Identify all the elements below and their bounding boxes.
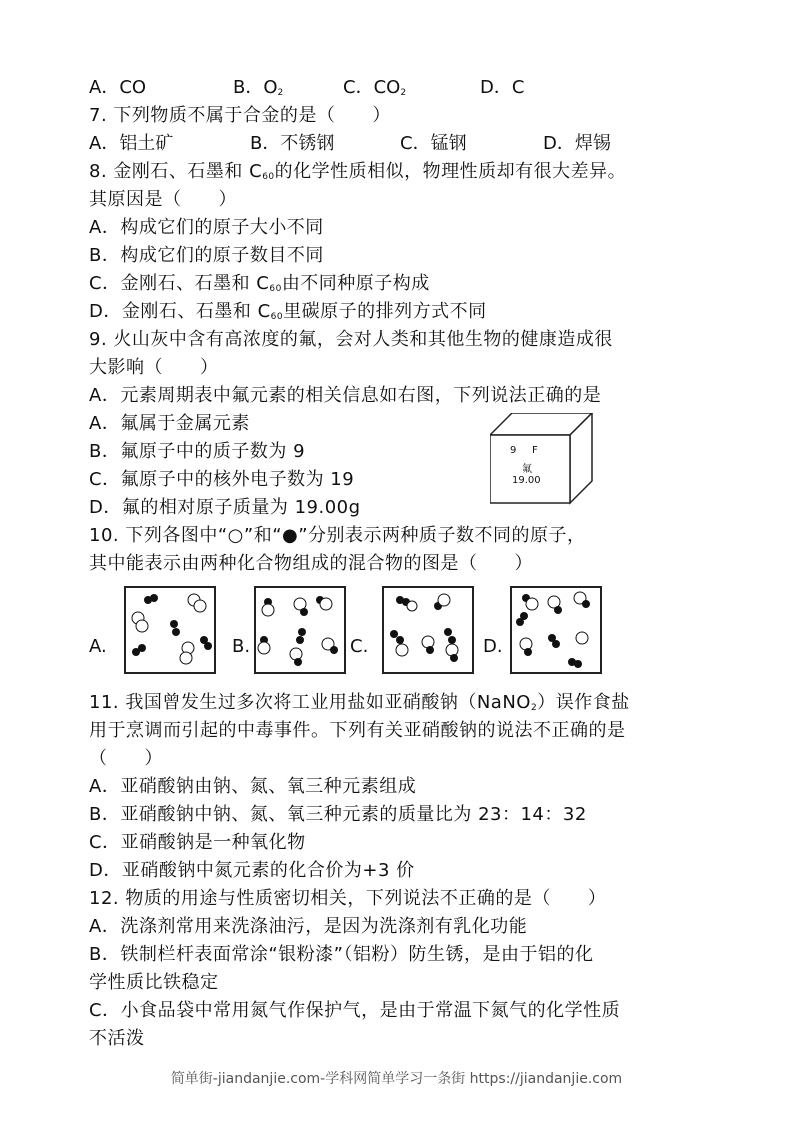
q12-option-b-cont: 学性质比铁稳定 bbox=[89, 972, 219, 993]
q7-option-a: A．铝土矿 bbox=[89, 133, 174, 154]
q9-option-b: B．氟原子中的质子数为 9 bbox=[89, 441, 306, 462]
q9-option-c: C．氟原子中的核外电子数为 19 bbox=[89, 469, 355, 490]
q9-stem-2: 大影响（ ） bbox=[89, 357, 219, 378]
q8-stem: 8. 金刚石、石墨和 $C_{60}$的化学性质相似，物理性质却有很大差异。 bbox=[89, 161, 627, 182]
q11-option-a: A．亚硝酸钠由钠、氮、氧三种元素组成 bbox=[89, 776, 417, 797]
element-symbol: F bbox=[532, 445, 538, 456]
q8-option-c: C．金刚石、石墨和 $C_{60}$由不同种原子构成 bbox=[89, 273, 430, 294]
q10-label-d: D. bbox=[483, 636, 503, 657]
q8-stem-2: 其原因是（ ） bbox=[89, 189, 237, 210]
q11-option-d: D．亚硝酸钠中氮元素的化合价为+3 价 bbox=[89, 860, 415, 881]
q7-option-c: C．锰钢 bbox=[400, 133, 467, 154]
q9-stem: 9. 火山灰中含有高浓度的氟，会对人类和其他生物的健康造成很 bbox=[89, 329, 613, 350]
element-tile-fluorine bbox=[490, 413, 594, 509]
q12-option-a: A．洗涤剂常用来洗涤油污，是因为洗涤剂有乳化功能 bbox=[89, 916, 528, 937]
q10-label-b: B. bbox=[232, 636, 251, 657]
q6-option-c: C．$CO_2$ bbox=[343, 77, 407, 98]
q12-option-c: C．小食品袋中常用氮气作保护气，是由于常温下氮气的化学性质 bbox=[89, 1000, 621, 1021]
q8-option-b: B．构成它们的原子数目不同 bbox=[89, 245, 324, 266]
q7-option-b: B．不锈钢 bbox=[250, 133, 335, 154]
q7-option-d: D．焊锡 bbox=[543, 133, 611, 154]
q9-option-d: D．氟的相对原子质量为 19.00g bbox=[89, 497, 361, 518]
q6-option-d: D．C bbox=[480, 77, 525, 98]
q11-stem-2: 用于烹调而引起的中毒事件。下列有关亚硝酸钠的说法不正确的是 bbox=[89, 720, 626, 741]
q11-stem-3: （ ） bbox=[89, 748, 163, 769]
page-footer: 简单街-jiandanjie.com-学科网简单学习一条街 https://jiandanjie.com bbox=[170, 1071, 623, 1087]
q10-label-a: A. bbox=[89, 636, 107, 657]
q11-option-b: B．亚硝酸钠中钠、氮、氧三种元素的质量比为 23：14：32 bbox=[89, 804, 587, 825]
element-mass: 19.00 bbox=[512, 475, 541, 486]
q10-diagram-b bbox=[254, 586, 346, 674]
q10-diagram-c bbox=[382, 586, 474, 674]
element-number: 9 bbox=[510, 445, 517, 456]
q12-option-b: B．铁制栏杆表面常涂“银粉漆”（铝粉）防生锈，是由于铝的化 bbox=[89, 944, 594, 965]
element-name: 氟 bbox=[522, 464, 532, 475]
q10-stem-2: 其中能表示由两种化合物组成的混合物的图是（ ） bbox=[89, 553, 533, 574]
q10-diagram-d bbox=[510, 586, 602, 674]
q11-stem: 11. 我国曾发生过多次将工业用盐如亚硝酸钠（NaNO$_2$）误作食盐 bbox=[89, 692, 630, 713]
q9-option-a: A．氟属于金属元素 bbox=[89, 413, 250, 434]
q6-option-b: B．$O_2$ bbox=[233, 77, 284, 98]
q6-option-a: A．CO bbox=[89, 77, 147, 98]
q9-intro: A．元素周期表中氟元素的相关信息如右图，下列说法正确的是 bbox=[89, 385, 602, 406]
q11-option-c: C．亚硝酸钠是一种氧化物 bbox=[89, 832, 306, 853]
q10-stem: 10. 下列各图中“○”和“●”分别表示两种质子数不同的原子， bbox=[89, 525, 586, 546]
q8-option-d: D．金刚石、石墨和 $C_{60}$里碳原子的排列方式不同 bbox=[89, 301, 487, 322]
q12-option-c-cont: 不活泼 bbox=[89, 1028, 145, 1049]
q7-stem: 7. 下列物质不属于合金的是（ ） bbox=[89, 105, 391, 126]
q10-label-c: C. bbox=[350, 636, 369, 657]
q8-option-a: A．构成它们的原子大小不同 bbox=[89, 217, 324, 238]
q12-stem: 12. 物质的用途与性质密切相关，下列说法不正确的是（ ） bbox=[89, 888, 607, 909]
q10-diagram-a bbox=[124, 586, 216, 674]
